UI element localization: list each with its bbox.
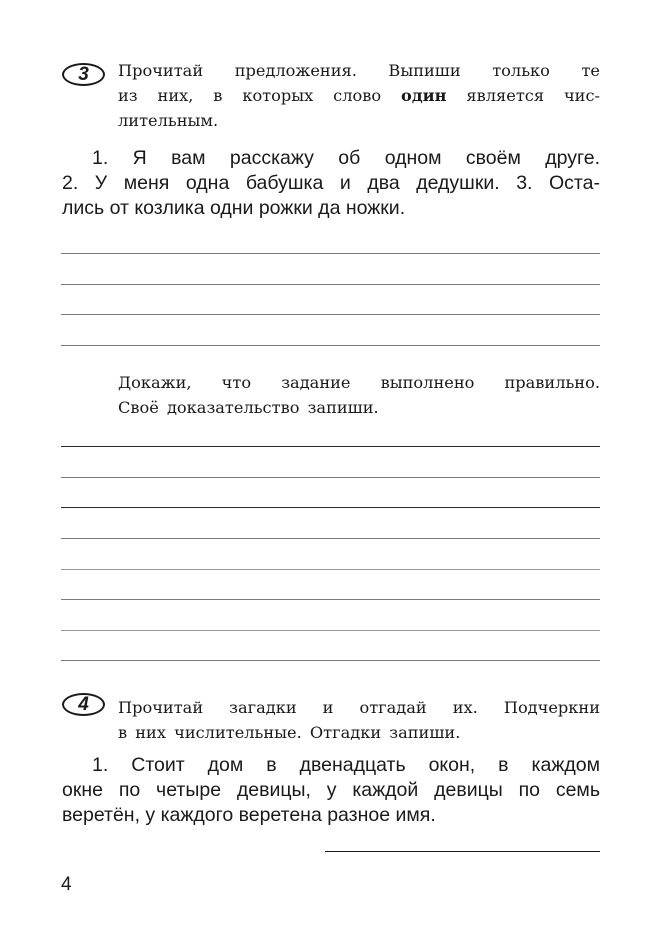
task-3-sentences [62, 146, 600, 221]
sentences-line-2: 2. У меня одна бабушка и два дедушки. 3. Оста- [62, 172, 600, 194]
riddle-line-1: 1. Стоит дом в двенадцать окон, в каждом [92, 754, 600, 776]
proof-writing-line[interactable] [61, 477, 600, 478]
bold-word-odin: один [401, 86, 447, 105]
proof-instruction-line-2: Своё доказательство запиши. [118, 398, 379, 417]
task-3-instruction [118, 58, 600, 133]
task-4-instruction [118, 695, 600, 745]
task-3-instruction-line-2 [118, 83, 600, 108]
task-3-instruction-line-3: лительным. [118, 111, 219, 130]
answer-writing-line[interactable] [61, 253, 600, 254]
task-4-instruction-line-2: в них числительные. Отгадки запиши. [118, 723, 461, 742]
riddle-line-2: окне по четыре девицы, у каждой девицы по семь [62, 779, 600, 801]
instruction-text: из них, в которых слово [118, 86, 402, 105]
task-4-number-badge [62, 693, 105, 716]
proof-writing-line[interactable] [61, 507, 600, 508]
instruction-text: является чис- [446, 86, 600, 105]
sentences-line-3: лись от козлика одни рожки да ножки. [62, 197, 406, 219]
proof-writing-line[interactable] [61, 660, 600, 661]
task-4-instruction-line-1: Прочитай загадки и отгадай их. Подчеркни [118, 698, 600, 717]
task-3-number-badge [62, 63, 105, 86]
proof-writing-line[interactable] [61, 630, 600, 631]
answer-writing-line[interactable] [61, 314, 600, 315]
riddle-answer-line[interactable] [325, 851, 600, 852]
page-number: 4 [61, 874, 72, 895]
proof-writing-line[interactable] [61, 446, 600, 447]
proof-writing-line[interactable] [61, 599, 600, 600]
answer-writing-line[interactable] [61, 345, 600, 346]
sentences-line-1: 1. Я вам расскажу об одном своём друге. [92, 147, 600, 169]
task-4-number: 4 [78, 693, 89, 715]
proof-instruction-line-1: Докажи, что задание выполнено правильно. [118, 373, 600, 392]
riddle-line-3: веретён, у каждого веретена разное имя. [62, 804, 436, 826]
task-4-riddle-1 [62, 753, 600, 828]
task-3-number: 3 [78, 63, 89, 85]
answer-writing-line[interactable] [61, 284, 600, 285]
task-3-instruction-line-1: Прочитай предложения. Выпиши только те [118, 61, 600, 80]
proof-writing-line[interactable] [61, 538, 600, 539]
proof-writing-line[interactable] [61, 569, 600, 570]
task-3-proof-instruction [118, 370, 600, 420]
